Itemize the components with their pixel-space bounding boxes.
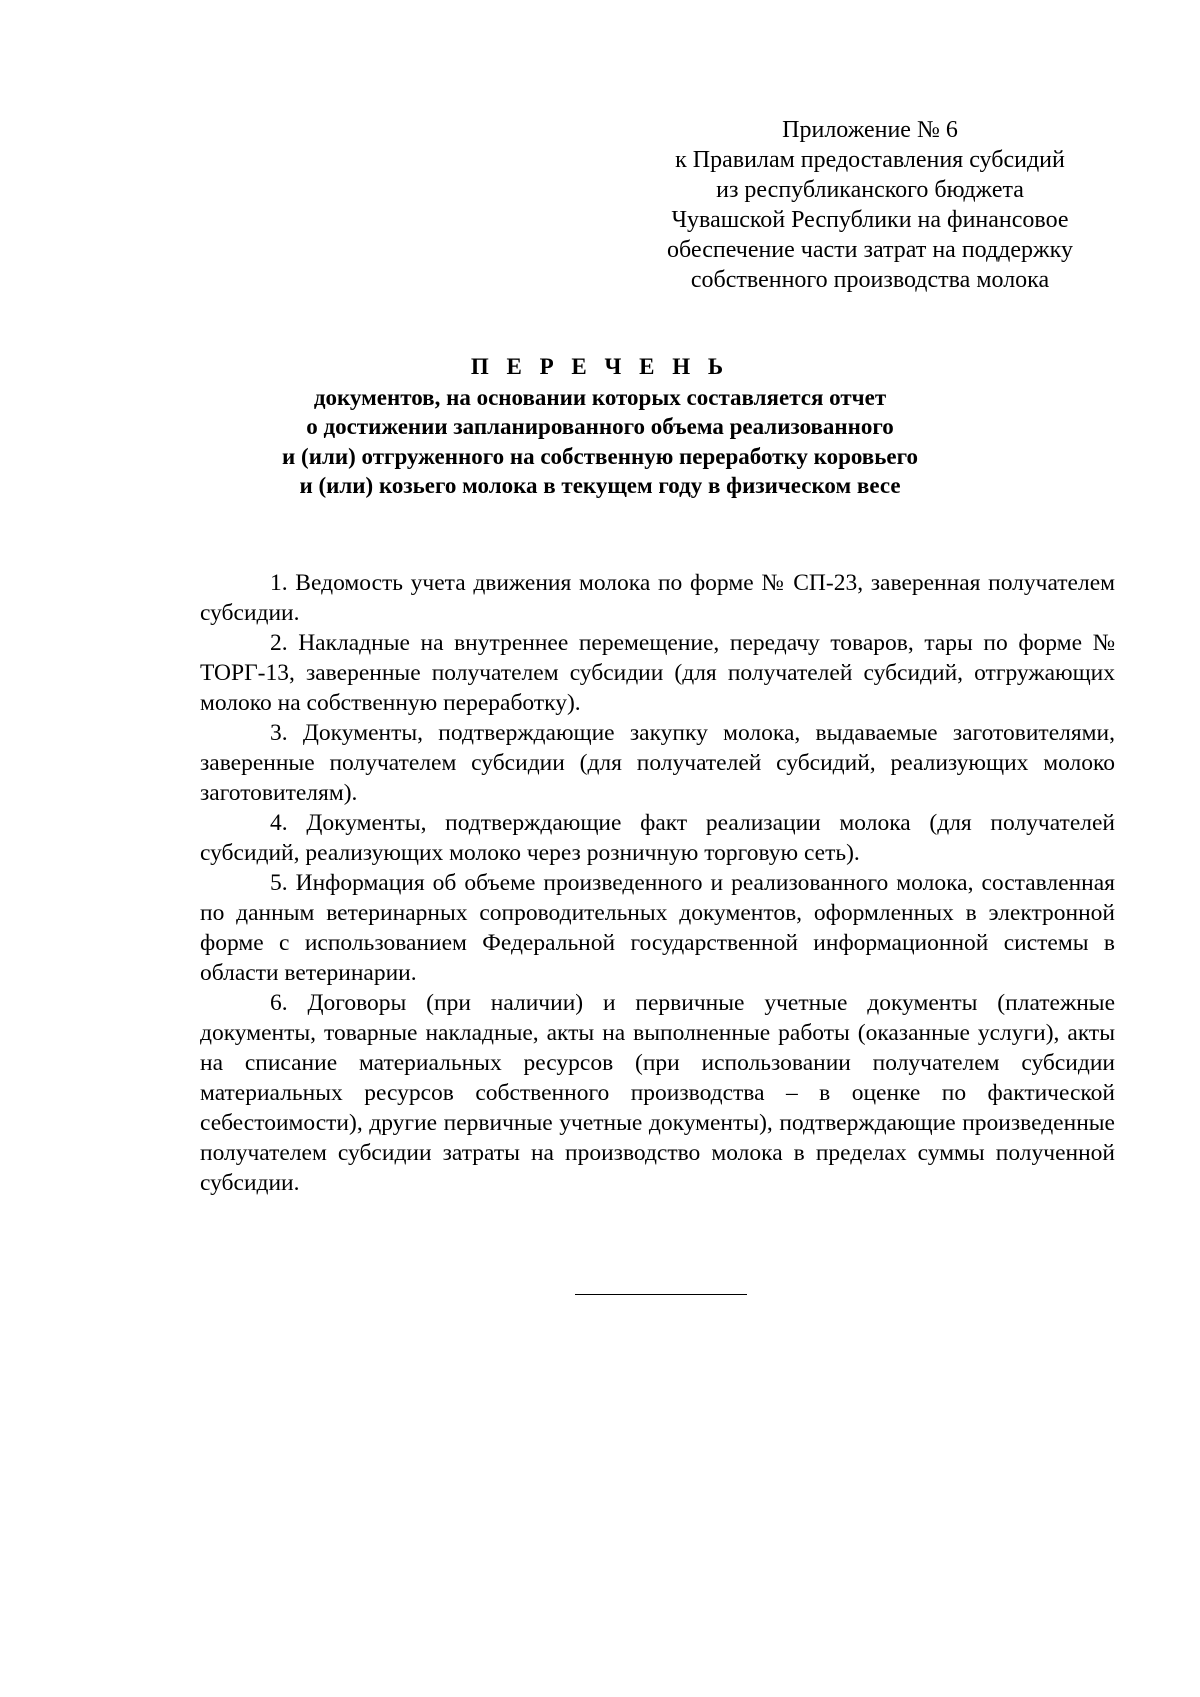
appendix-line: Чувашской Республики на финансовое: [671, 207, 1069, 233]
appendix-block: [620, 115, 1120, 295]
list-item-1: 1. Ведомость учета движения молока по форме № СП-23, заверенная получателем субсидии.: [200, 570, 1115, 626]
heading-line: и (или) козьего молока в текущем году в физическом весе: [299, 473, 901, 498]
list-item-3: 3. Документы, подтверждающие закупку молока, выдаваемые заготовителями, заверенные получателем субсидии (для получателей субсидий, реализующих молоко заготовителям).: [200, 720, 1115, 806]
document-title: П Е Р Е Ч Е Н Ь: [470, 354, 730, 379]
closing-divider: [575, 1294, 747, 1295]
appendix-line: собственного производства молока: [690, 267, 1050, 293]
appendix-line: к Правилам предоставления субсидий: [675, 147, 1065, 173]
list-item-2: 2. Накладные на внутреннее перемещение, передачу товаров, тары по форме № ТОРГ-13, заверенные получателем субсидии (для получателей субсидий, отгружающих молоко на собственную переработку).: [200, 630, 1115, 716]
list-item-6: 6. Договоры (при наличии) и первичные учетные документы (платежные документы, товарные накладные, акты на выполненные работы (оказанные услуги), акты на списание материальных ресурсов (при использовании получателем субсидии материальных ресурсов собственного производства – в оценке по фактической себестоимости), другие первичные учетные документы), подтверждающие произведенные получателем субсидии затраты на производство молока в пределах суммы полученной субсидии.: [200, 990, 1115, 1196]
list-item-4: 4. Документы, подтверждающие факт реализации молока (для получателей субсидий, реализующих молоко через розничную торговую сеть).: [200, 810, 1115, 866]
appendix-line: из республиканского бюджета: [716, 177, 1024, 203]
list-item-5: 5. Информация об объеме произведенного и реализованного молока, составленная по данным ветеринарных сопроводительных документов, оформленных в электронной форме с использованием Федеральной государственной информационной системы в области ветеринарии.: [200, 870, 1115, 986]
appendix-line: Приложение № 6: [782, 117, 958, 143]
appendix-line: обеспечение части затрат на поддержку: [667, 237, 1073, 263]
document-body: [200, 568, 1115, 1198]
heading-line: документов, на основании которых составляется отчет: [313, 384, 887, 410]
document-heading: [200, 352, 1000, 501]
heading-line: и (или) отгруженного на собственную переработку коровьего: [282, 443, 918, 469]
heading-line: о достижении запланированного объема реализованного: [306, 414, 894, 439]
